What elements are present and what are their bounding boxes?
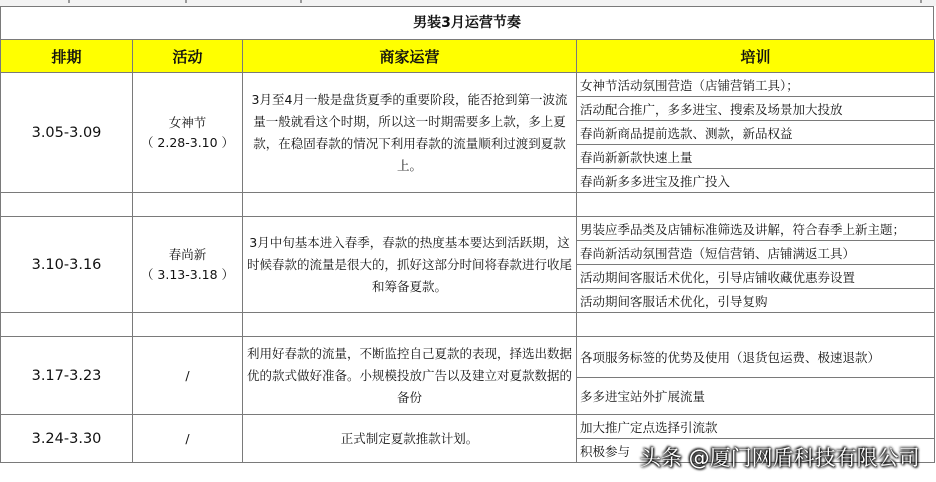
watermark: 头条 @厦门网盾科技有限公司 <box>640 446 920 470</box>
merchant-cell[interactable]: 3月中旬基本进入春季，春款的热度基本要达到活跃期，这时候春款的流量是很大的，抓好这部分时间将春款进行收尾和筹备夏款。 <box>243 217 577 313</box>
spreadsheet <box>0 6 934 463</box>
training-item[interactable]: 加大推广定点选择引流款 <box>577 415 935 439</box>
training-item[interactable]: 春尚新多多进宝及推广投入 <box>577 169 935 193</box>
spacer-row <box>1 193 935 217</box>
table-row <box>1 217 935 241</box>
training-item[interactable]: 男装应季品类及店铺标准筛选及讲解，符合春季上新主题； <box>577 217 935 241</box>
merchant-cell[interactable]: 3月至4月一般是盘货夏季的重要阶段，能否抢到第一波流量一般就看这个时期，所以这一时期需要多上款，多上夏款，在稳固春款的情况下利用春款的流量顺利过渡到夏款上。 <box>243 73 577 193</box>
activity-name: 春尚新 <box>168 246 207 262</box>
training-item[interactable]: 各项服务标签的优势及使用（退货包运费、极速退款） <box>577 337 935 378</box>
activity-name: 女神节 <box>168 114 207 130</box>
period-cell[interactable]: 3.10-3.16 <box>1 217 133 313</box>
activity-dates: （ 2.28-3.10 ） <box>140 134 235 150</box>
header-training[interactable]: 培训 <box>577 40 935 73</box>
training-item[interactable]: 春尚新活动氛围营造（短信营销、店铺满返工具） <box>577 241 935 265</box>
header-period[interactable]: 排期 <box>1 40 133 73</box>
spacer-row <box>1 313 935 337</box>
activity-cell[interactable] <box>133 73 243 193</box>
merchant-cell[interactable]: 正式制定夏款推款计划。 <box>243 415 577 463</box>
merchant-cell[interactable]: 利用好春款的流量，不断监控自己夏款的表现，择选出数据优的款式做好准备。小规模投放广告以及建立对夏款数据的备份 <box>243 337 577 415</box>
training-item[interactable]: 积极参与 <box>577 439 935 463</box>
training-item[interactable]: 多多进宝站外扩展流量 <box>577 378 935 415</box>
training-item[interactable]: 春尚新商品提前选款、测款，新品权益 <box>577 121 935 145</box>
table-row <box>1 337 935 378</box>
activity-cell[interactable]: / <box>133 415 243 463</box>
activity-dates: （ 3.13-3.18 ） <box>140 266 235 282</box>
training-item[interactable]: 活动期间客服话术优化，引导复购 <box>577 289 935 313</box>
period-cell[interactable]: 3.24-3.30 <box>1 415 133 463</box>
table-row <box>1 415 935 439</box>
training-item[interactable]: 春尚新新款快速上量 <box>577 145 935 169</box>
header-row <box>1 40 935 73</box>
activity-cell[interactable]: / <box>133 337 243 415</box>
schedule-table <box>0 39 935 463</box>
period-cell[interactable]: 3.05-3.09 <box>1 73 133 193</box>
training-item[interactable]: 活动期间客服话术优化，引导店铺收藏优惠券设置 <box>577 265 935 289</box>
training-item[interactable]: 女神节活动氛围营造（店铺营销工具）； <box>577 73 935 97</box>
header-merchant[interactable]: 商家运营 <box>243 40 577 73</box>
period-cell[interactable]: 3.17-3.23 <box>1 337 133 415</box>
sheet-title: 男装3月运营节奏 <box>0 6 934 39</box>
table-row <box>1 73 935 97</box>
header-activity[interactable]: 活动 <box>133 40 243 73</box>
activity-cell[interactable] <box>133 217 243 313</box>
training-item[interactable]: 活动配合推广，多多进宝、搜索及场景加大投放 <box>577 97 935 121</box>
